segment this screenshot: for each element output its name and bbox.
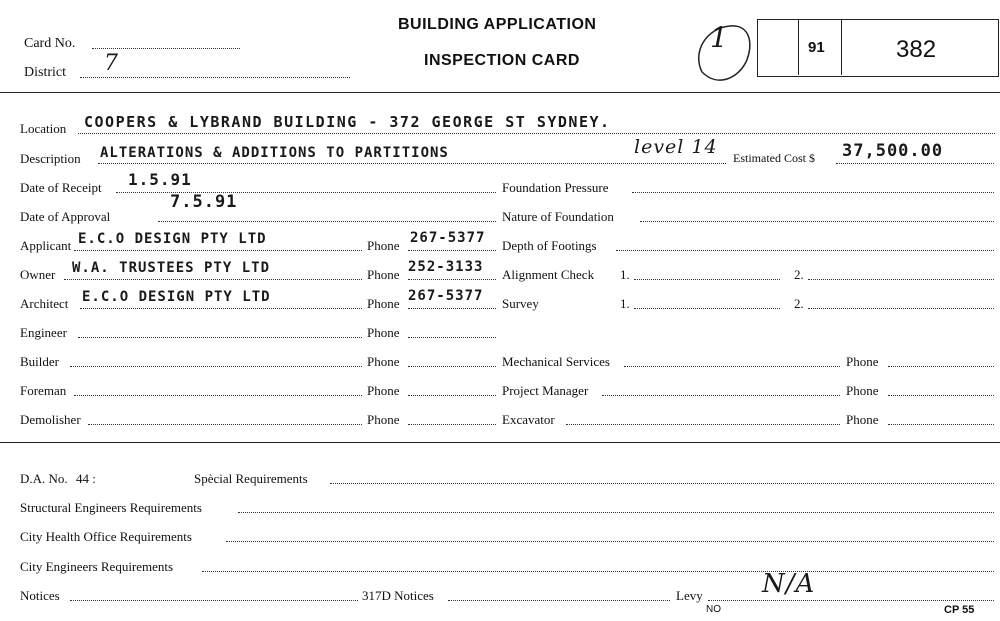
survey-num-1: 1. (620, 296, 630, 311)
depth-footings-label: Depth of Footings (502, 238, 597, 253)
excavator-line (566, 424, 840, 425)
owner-phone: 252-3133 (408, 259, 484, 275)
alignment-check-label: Alignment Check (502, 267, 595, 282)
engineer-phone-line (408, 337, 496, 338)
notices-line (70, 600, 358, 601)
foreman-label: Foreman (20, 383, 67, 398)
description-value: ALTERATIONS & ADDITIONS TO PARTITIONS (100, 145, 449, 161)
no-label: NO (706, 604, 721, 615)
project-manager-phone-label: Phone (846, 383, 879, 398)
alignment-num-1: 1. (620, 267, 630, 282)
builder-line (70, 366, 362, 367)
applicant-label: Applicant (20, 238, 72, 253)
builder-label: Builder (20, 354, 59, 369)
levy-line (708, 600, 994, 601)
survey-line-2 (808, 308, 994, 309)
excavator-label: Excavator (502, 412, 555, 427)
mechanical-services-line (624, 366, 840, 367)
excavator-phone-line (888, 424, 994, 425)
location-label: Location (20, 121, 67, 136)
foreman-phone-line (408, 395, 496, 396)
mechanical-phone-label: Phone (846, 354, 879, 369)
approval-label: Date of Approval (20, 209, 111, 224)
notices-317d-line (448, 600, 670, 601)
survey-num-2: 2. (794, 296, 804, 311)
foreman-line (74, 395, 362, 396)
description-label: Description (20, 151, 81, 166)
builder-phone-label: Phone (367, 354, 400, 369)
approval-line (158, 221, 496, 222)
depth-footings-line (616, 250, 994, 251)
levy-value: N/A (762, 569, 816, 599)
card-number: 382 (896, 36, 937, 63)
location-value: COOPERS & LYBRAND BUILDING - 372 GEORGE ST SYDNEY. (84, 113, 611, 131)
architect-label: Architect (20, 296, 69, 311)
mechanical-services-label: Mechanical Services (502, 354, 610, 369)
district-label: District (24, 65, 66, 80)
applicant-line (74, 250, 362, 251)
architect-value: E.C.O DESIGN PTY LTD (82, 289, 271, 305)
applicant-phone-label: Phone (367, 238, 400, 253)
applicant-phone-line (408, 250, 496, 251)
form-code: CP 55 (944, 604, 975, 616)
applicant-phone: 267-5377 (410, 230, 486, 246)
receipt-label: Date of Receipt (20, 180, 102, 195)
architect-line (80, 308, 362, 309)
architect-phone: 267-5377 (408, 288, 484, 304)
structural-requirements-label: Structural Engineers Requirements (20, 500, 202, 515)
notices-label: Notices (20, 588, 60, 603)
card-no-line (92, 48, 240, 49)
applicant-value: E.C.O DESIGN PTY LTD (78, 231, 267, 247)
receipt-value: 1.5.91 (128, 170, 192, 189)
owner-phone-line (408, 279, 496, 280)
estimated-cost-value: 37,500.00 (842, 141, 944, 161)
foundation-pressure-line (632, 192, 994, 193)
alignment-line-1 (634, 279, 780, 280)
da-no-label: D.A. No. (20, 471, 68, 486)
alignment-num-2: 2. (794, 267, 804, 282)
demolisher-phone-line (408, 424, 496, 425)
estimated-cost-label: Estimated Cost $ (733, 151, 815, 165)
special-requirements-label: Spècial Requirements (194, 471, 308, 486)
levy-label: Levy (676, 588, 703, 603)
nature-foundation-label: Nature of Foundation (502, 209, 614, 224)
excavator-phone-label: Phone (846, 412, 879, 427)
demolisher-phone-label: Phone (367, 412, 400, 427)
district-value: 7 (104, 51, 119, 76)
survey-label: Survey (502, 296, 539, 311)
estimated-cost-line (836, 163, 994, 164)
owner-value: W.A. TRUSTEES PTY LTD (72, 260, 271, 276)
structural-requirements-line (238, 512, 994, 513)
approval-value: 7.5.91 (170, 192, 238, 212)
engineer-label: Engineer (20, 325, 67, 340)
description-line (98, 163, 726, 164)
middle-divider (0, 442, 1000, 443)
engineer-line (78, 337, 362, 338)
alignment-line-2 (808, 279, 994, 280)
demolisher-label: Demolisher (20, 412, 81, 427)
project-manager-line (602, 395, 840, 396)
health-requirements-label: City Health Office Requirements (20, 529, 192, 544)
architect-phone-label: Phone (367, 296, 400, 311)
location-line (78, 133, 995, 134)
notices-317d-label: 317D Notices (362, 588, 434, 603)
health-requirements-line (226, 541, 994, 542)
card-no-label: Card No. (24, 36, 76, 51)
architect-phone-line (408, 308, 496, 309)
mechanical-phone-line (888, 366, 994, 367)
special-requirements-line (330, 483, 994, 484)
card-number-prefix: 91 (808, 39, 825, 56)
project-manager-phone-line (888, 395, 994, 396)
header-divider (0, 92, 1000, 93)
project-manager-label: Project Manager (502, 383, 589, 398)
owner-line (64, 279, 362, 280)
owner-label: Owner (20, 267, 56, 282)
engineer-phone-label: Phone (367, 325, 400, 340)
district-line (80, 77, 350, 78)
builder-phone-line (408, 366, 496, 367)
foreman-phone-label: Phone (367, 383, 400, 398)
survey-line-1 (634, 308, 780, 309)
demolisher-line (88, 424, 362, 425)
circled-digit: 1 (710, 21, 729, 54)
da-no-value: 44 : (76, 471, 96, 486)
title-line-1: BUILDING APPLICATION (398, 16, 597, 33)
owner-phone-label: Phone (367, 267, 400, 282)
city-engineers-label: City Engineers Requirements (20, 559, 174, 574)
card-number-box (757, 19, 999, 77)
title-line-2: INSPECTION CARD (424, 52, 580, 69)
foundation-pressure-label: Foundation Pressure (502, 180, 609, 195)
nature-foundation-line (640, 221, 994, 222)
description-level: level 14 (634, 136, 718, 158)
city-engineers-line (202, 571, 994, 572)
